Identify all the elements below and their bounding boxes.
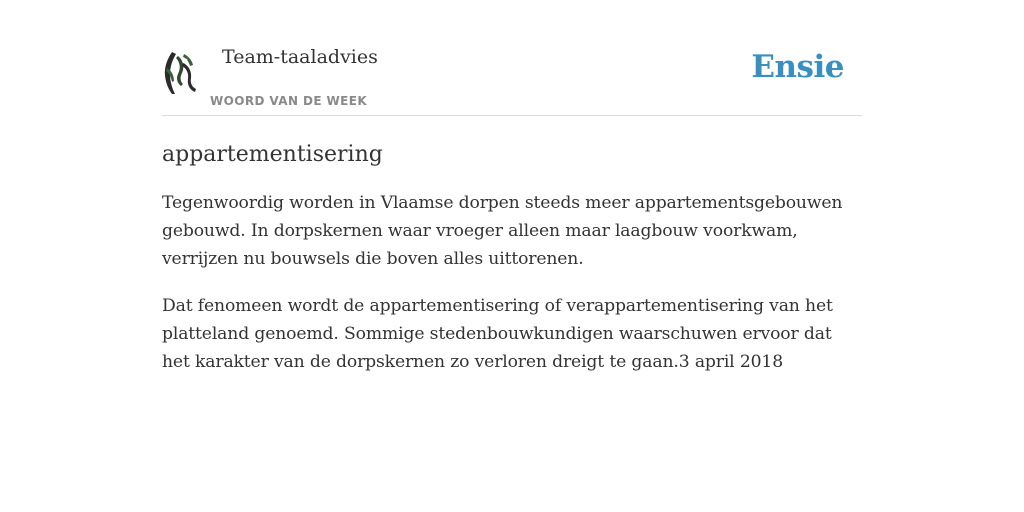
word-title: appartementisering bbox=[162, 142, 383, 167]
ensie-logo-link[interactable]: Ensie bbox=[751, 49, 844, 85]
word-of-the-week-card bbox=[162, 40, 862, 376]
article-paragraph: Tegenwoordig worden in Vlaamse dorpen steeds meer appartementsgebouwen gebouwd. In dorpskernen waar vroeger alleen maar laagbouw voorkwam, verrijzen nu bouwsels die boven alles uittorenen. bbox=[162, 193, 843, 269]
flemish-lion-icon bbox=[162, 48, 198, 96]
article-date: 3 april 2018 bbox=[678, 352, 783, 372]
card-header bbox=[162, 40, 862, 116]
article-paragraph bbox=[162, 292, 862, 376]
team-name: Team-taaladvies bbox=[222, 46, 378, 68]
article-paragraph-text: Dat fenomeen wordt de appartementisering of verappartementisering van het platteland genoemd. Sommige stedenbouwkundigen waarschuwen ervoor dat het karakter van de dorpskernen zo verloren dreigt te gaan. bbox=[162, 296, 833, 372]
word-of-the-week-label: WOORD VAN DE WEEK bbox=[210, 94, 368, 108]
